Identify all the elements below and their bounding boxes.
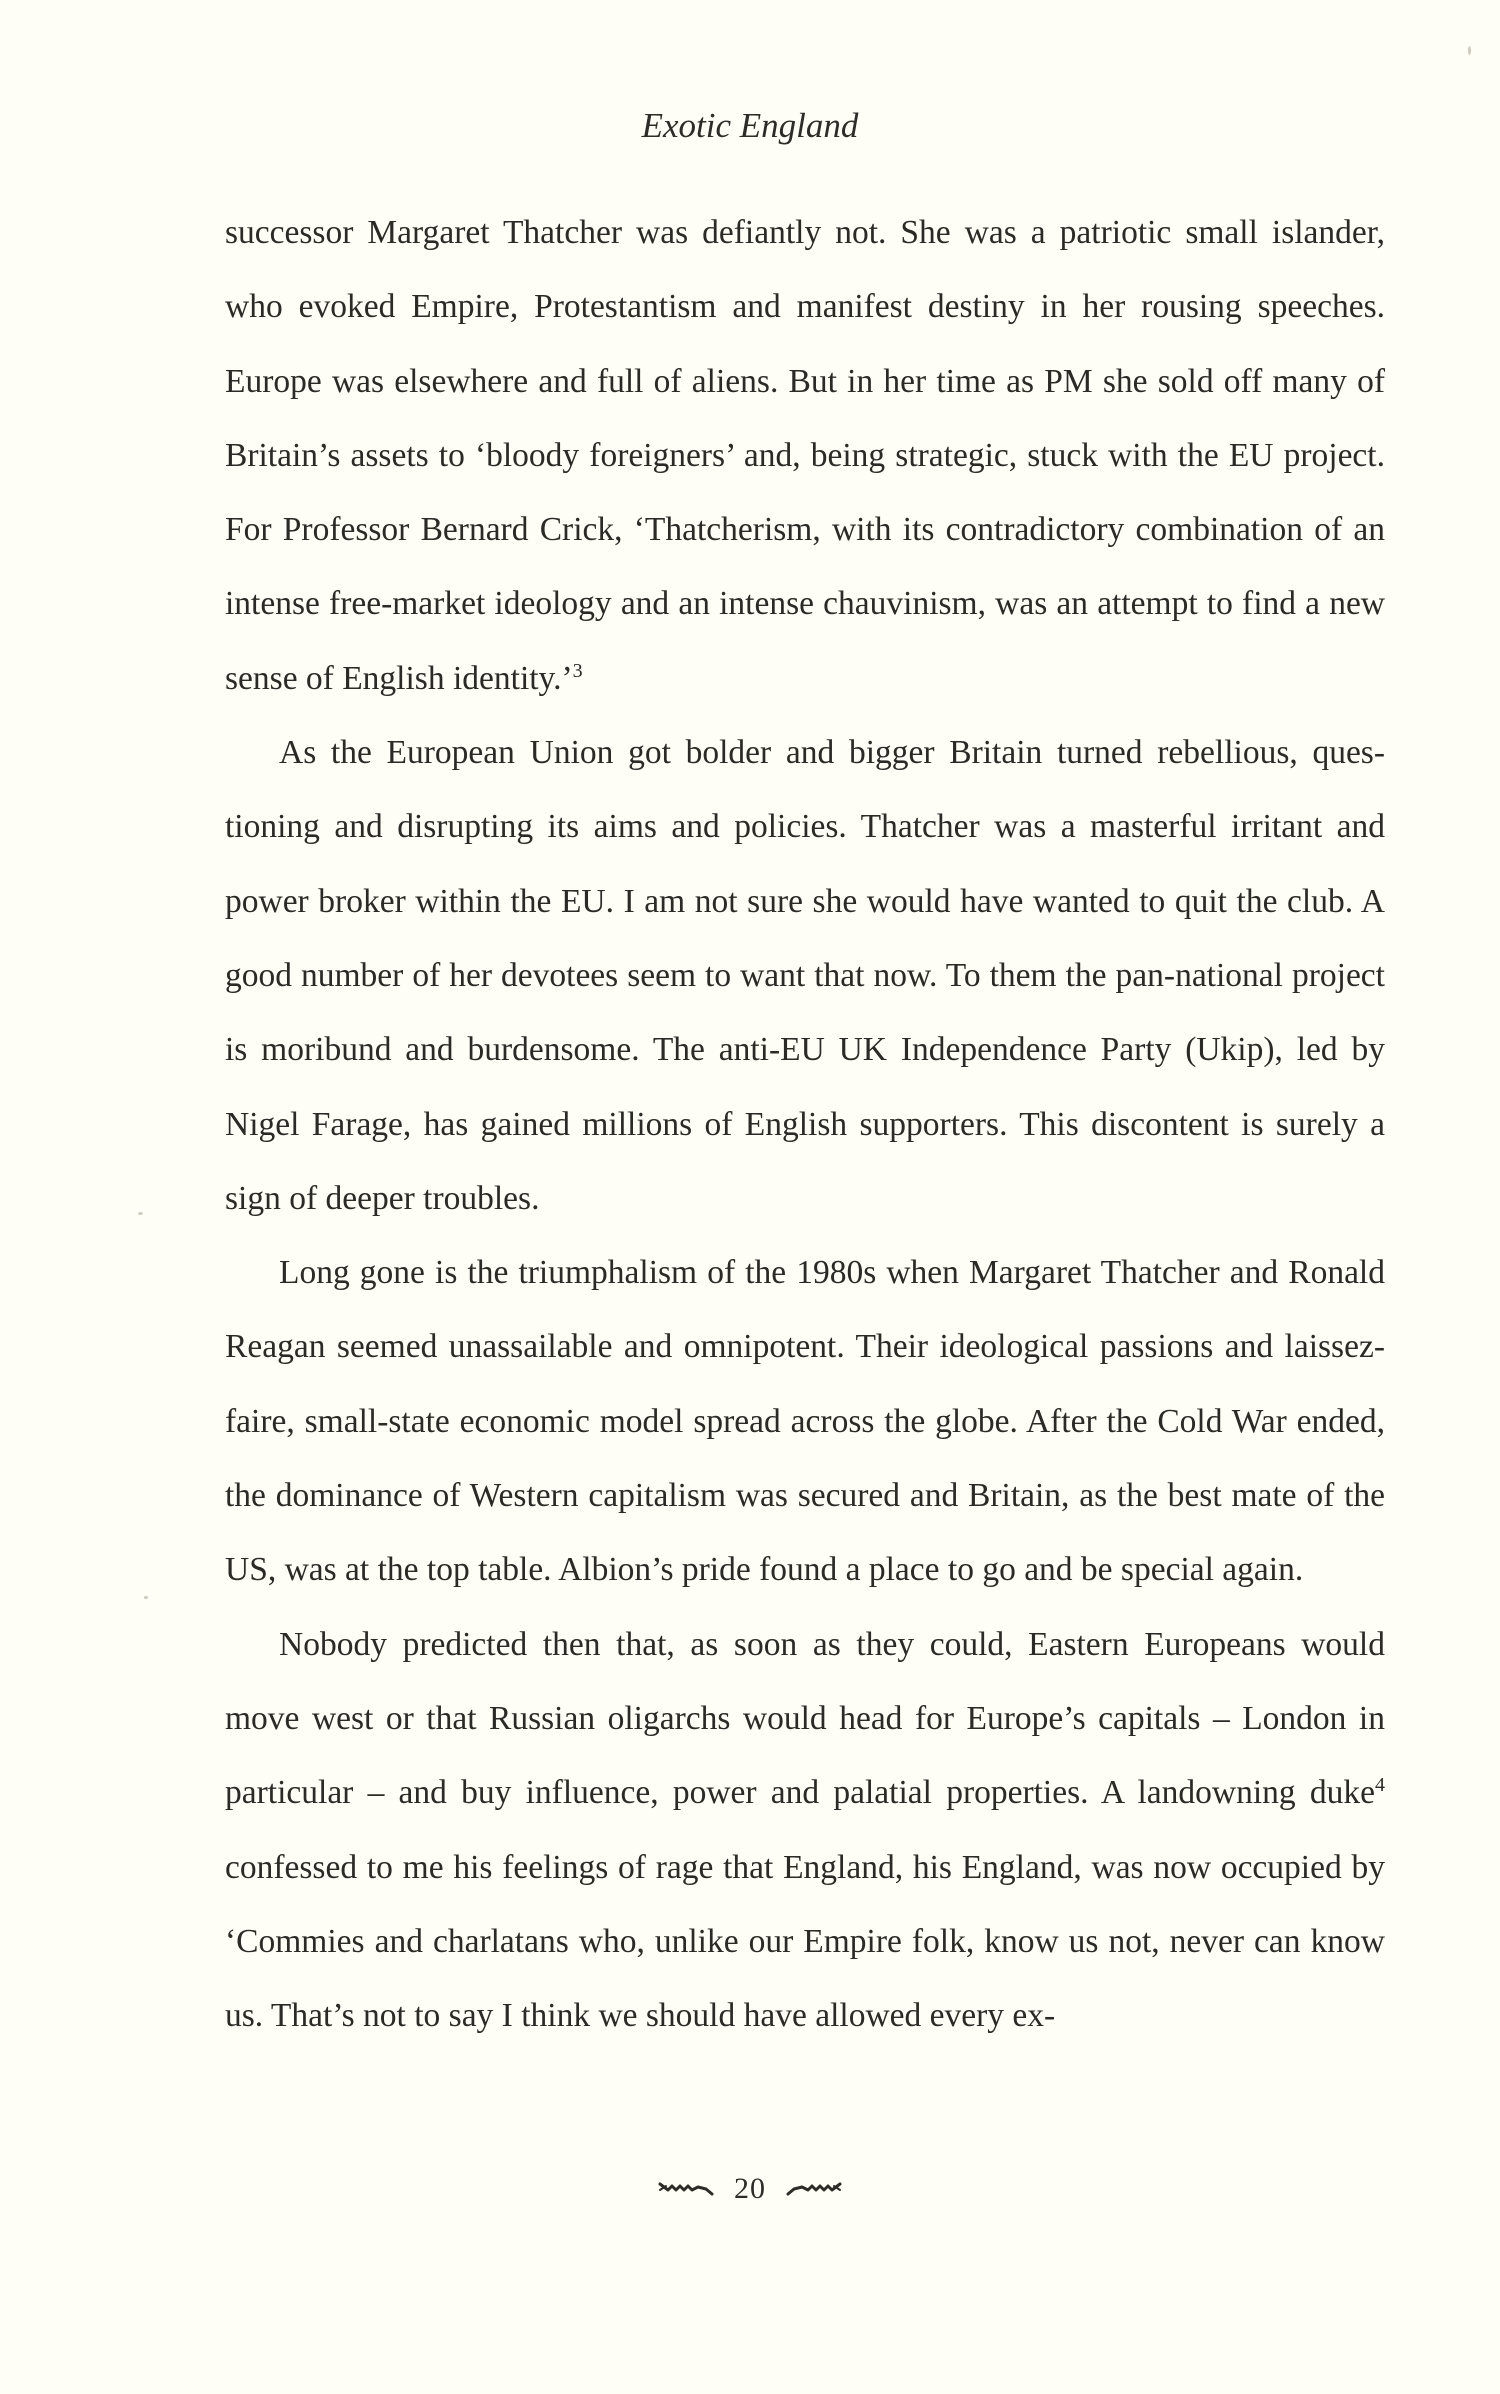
- body-text: [225, 196, 1385, 2053]
- page-number: 20: [734, 2172, 766, 2205]
- paragraph-text: As the European Union got bolder and bigger Britain turned rebellious, questioning and disrupting its aims and policies. Thatcher was a masterful irritant and power broker within the EU. I am not sure she would have wanted to quit the club. A good number of her devotees seem to want that now. To them the pan-national project is moribund and burdensome. The anti-EU UK Independence Party (Ukip), led by Nigel Farage, has gained millions of English supporters. This discontent is surely a sign of deeper troubles.: [225, 734, 1385, 1217]
- paper-speck: [138, 1212, 143, 1215]
- paper-speck: [1468, 46, 1471, 55]
- right-ornament-icon: [786, 2181, 842, 2197]
- running-head: Exotic England: [641, 106, 859, 145]
- paragraph-text: successor Margaret Thatcher was defiantly not. She was a patriotic small islander, who evoked Empire, Protestantism and manifest destiny in her rousing speeches. Europe was elsewhere and full of aliens. But in her time as PM she sold off many of Britain’s assets to ‘bloody foreigners’ and, being strategic, stuck with the EU project. For Professor Bernard Crick, ‘Thatcherism, with its contradictory combination of an intense free-market ideology and an intense chauvinism, was an attempt to find a new sense of English identity.’: [225, 214, 1385, 697]
- body-paragraph: [225, 1236, 1385, 1607]
- body-paragraph: [225, 716, 1385, 1236]
- footnote-marker: 3: [572, 659, 583, 682]
- page-folio: [0, 2172, 1500, 2206]
- body-paragraph: [225, 1608, 1385, 2054]
- footnote-marker: 4: [1375, 1774, 1385, 1797]
- paragraph-text: Nobody predicted then that, as soon as they could, Eastern Europeans would move west or that Russian oligarchs would head for Europe’s capitals – London in particular – and buy influence, power and palatial properties. A landowning duke: [225, 1625, 1385, 1812]
- body-paragraph: [225, 196, 1385, 716]
- paragraph-text: Long gone is the triumphalism of the 1980s when Margaret Thatcher and Ronald Reagan seemed unassailable and omnipotent. Their ideological passions and laissez-faire, small-state economic model spread across the globe. After the Cold War ended, the dominance of Western capitalism was secured and Britain, as the best mate of the US, was at the top table. Albion’s pride found a place to go and be special again.: [225, 1254, 1385, 1589]
- paper-speck: [144, 1596, 148, 1599]
- left-ornament-icon: [658, 2181, 714, 2197]
- paragraph-text: confessed to me his feelings of rage that England, his England, was now occupied by ‘Commies and charlatans who, unlike our Empire folk, know us not, never can know us. That’s not to say I think we should have allowed every ex-: [225, 1848, 1385, 2035]
